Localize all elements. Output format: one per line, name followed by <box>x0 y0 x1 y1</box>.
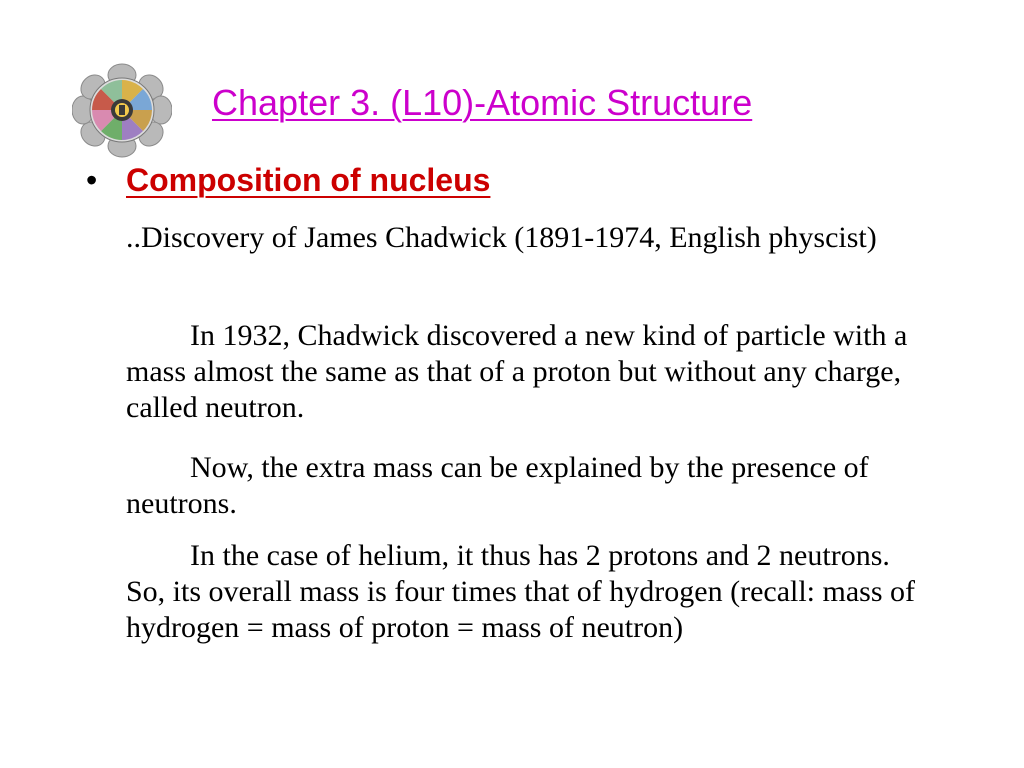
intro-text: ..Discovery of James Chadwick (1891-1974, English physcist) <box>126 221 877 254</box>
bullet-icon: • <box>86 162 98 198</box>
bullet-item <box>86 159 786 203</box>
section-heading: Composition of nucleus <box>126 162 491 198</box>
chemistry-wheel-logo <box>72 62 172 158</box>
chemistry-wheel-icon <box>72 62 172 158</box>
paragraph-chadwick-discovery: In 1932, Chadwick discovered a new kind of particle with a mass almost the same as that of a proton but without any charge, called neutron. <box>126 319 908 424</box>
paragraph-helium-example: In the case of helium, it thus has 2 protons and 2 neutrons. So, its overall mass is four times that of hydrogen (recall: mass of hydrogen = mass of proton = mass of neutron) <box>126 539 916 644</box>
paragraph-extra-mass: Now, the extra mass can be explained by the presence of neutrons. <box>126 451 869 520</box>
slide-title: Chapter 3. (L10)-Atomic Structure <box>212 82 753 123</box>
